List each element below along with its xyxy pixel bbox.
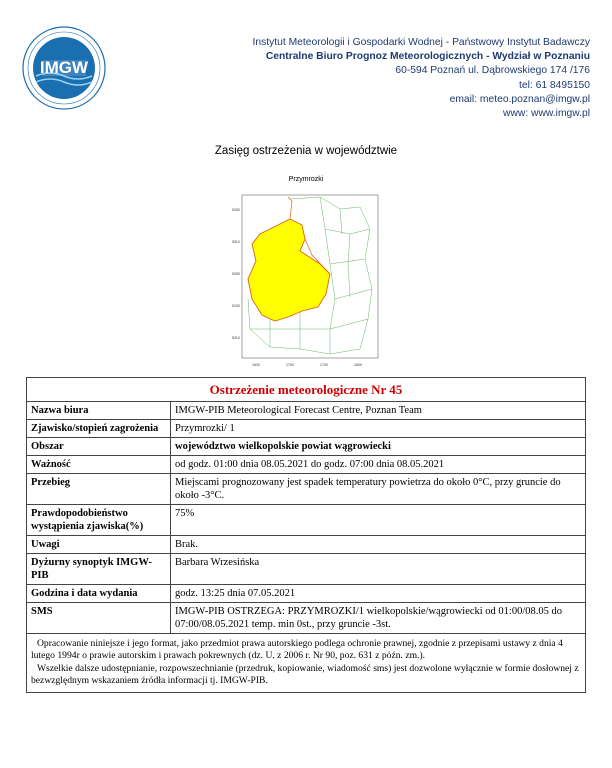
row-value: Barbara Wrzesińska bbox=[171, 554, 586, 585]
table-row bbox=[27, 474, 586, 505]
lon-label: 1730 bbox=[320, 363, 328, 367]
lon-label: 1700 bbox=[286, 363, 294, 367]
copyright-paragraph: Opracowanie niniejsze i jego format, jako przedmiot prawa autorskiego podlega ochronie prawnej, zgodnie z przepisami ustawy z dnia 4 lutego 1994r o prawie autorskim i prawach pokrewnych (dz. U. z 2006 r. Nr 90, poz. 631 z późn. zm.). bbox=[31, 638, 563, 662]
table-row bbox=[27, 554, 586, 585]
table-row bbox=[27, 603, 586, 634]
lon-label: 1800 bbox=[354, 363, 362, 367]
letterhead bbox=[0, 0, 612, 140]
row-label: Ważność bbox=[27, 456, 171, 474]
row-value: IMGW-PIB OSTRZEGA: PRZYMROZKI/1 wielkopolskie/wągrowiecki od 01:00/08.05 do 07:00/08.05.2021 temp. min 0st., przy gruncie -3st. bbox=[171, 603, 586, 634]
row-label: Uwagi bbox=[27, 536, 171, 554]
table-row bbox=[27, 536, 586, 554]
address-block bbox=[210, 36, 590, 121]
website[interactable]: www: www.imgw.pl bbox=[503, 108, 590, 120]
row-label: Zjawisko/stopień zagrożenia bbox=[27, 420, 171, 438]
table-row bbox=[27, 438, 586, 456]
row-value: województwo wielkopolskie powiat wągrowiecki bbox=[171, 438, 586, 456]
row-label: Prawdopodobieństwo wystąpienia zjawiska(%) bbox=[27, 505, 171, 536]
row-value: IMGW-PIB Meteorological Forecast Centre, Poznan Team bbox=[171, 402, 586, 420]
lat-label: 5310 bbox=[232, 240, 240, 244]
lat-label: 5210 bbox=[232, 336, 240, 340]
row-label: Nazwa biura bbox=[27, 402, 171, 420]
distribution-paragraph: Wszelkie dalsze udostępnianie, rozpowszechnianie (przedruk, kopiowanie, wiadomość sms) jest dozwolone wyłącznie w formie dosłownej z bezwzględnym wskazaniem źródła informacji tj. IMGW-PIB. bbox=[31, 662, 579, 687]
bureau-name: Centralne Biuro Prognoz Meteorologicznych - Wydział w Poznaniu bbox=[265, 51, 590, 63]
table-row bbox=[27, 402, 586, 420]
table-row bbox=[27, 505, 586, 536]
email[interactable]: email: meteo.poznan@imgw.pl bbox=[449, 93, 590, 105]
lat-label: 5230 bbox=[232, 304, 240, 308]
postal-address: 60-594 Poznań ul. Dąbrowskiego 174 /176 bbox=[395, 65, 590, 77]
institute-name: Instytut Meteorologii i Gospodarki Wodnej - Państwowy Instytut Badawczy bbox=[252, 37, 590, 48]
copyright-note bbox=[27, 634, 586, 693]
map-subtitle: Przymrozki bbox=[288, 176, 324, 183]
warning-table bbox=[26, 377, 586, 693]
lon-label: 1630 bbox=[252, 363, 260, 367]
map-title: Zasięg ostrzeżenia w województwie bbox=[214, 145, 398, 157]
row-value: Brak. bbox=[171, 536, 586, 554]
lat-label: 5250 bbox=[232, 272, 240, 276]
row-label: SMS bbox=[27, 603, 171, 634]
lat-label: 5330 bbox=[232, 208, 240, 212]
table-row bbox=[27, 585, 586, 603]
logo-text: IMGW bbox=[39, 58, 89, 77]
table-footer-row bbox=[27, 634, 586, 693]
row-label: Przebieg bbox=[27, 474, 171, 505]
row-label: Obszar bbox=[27, 438, 171, 456]
table-row bbox=[27, 420, 586, 438]
row-value: Przymrozki/ 1 bbox=[171, 420, 586, 438]
row-value: od godz. 01:00 dnia 08.05.2021 do godz. 07:00 dnia 08.05.2021 bbox=[171, 456, 586, 474]
row-value: Miejscami prognozowany jest spadek temperatury powietrza do około 0°C, przy gruncie do około -3°C. bbox=[171, 474, 586, 505]
table-header-row bbox=[27, 378, 586, 402]
warning-map bbox=[230, 189, 380, 372]
row-label: Dyżurny synoptyk IMGW-PIB bbox=[27, 554, 171, 585]
table-row bbox=[27, 456, 586, 474]
phone: tel: 61 8495150 bbox=[519, 79, 590, 91]
warning-title: Ostrzeżenie meteorologiczne Nr 45 bbox=[27, 378, 586, 402]
row-value: godz. 13:25 dnia 07.05.2021 bbox=[171, 585, 586, 603]
imgw-logo bbox=[22, 26, 106, 110]
row-value: 75% bbox=[171, 505, 586, 536]
row-label: Godzina i data wydania bbox=[27, 585, 171, 603]
